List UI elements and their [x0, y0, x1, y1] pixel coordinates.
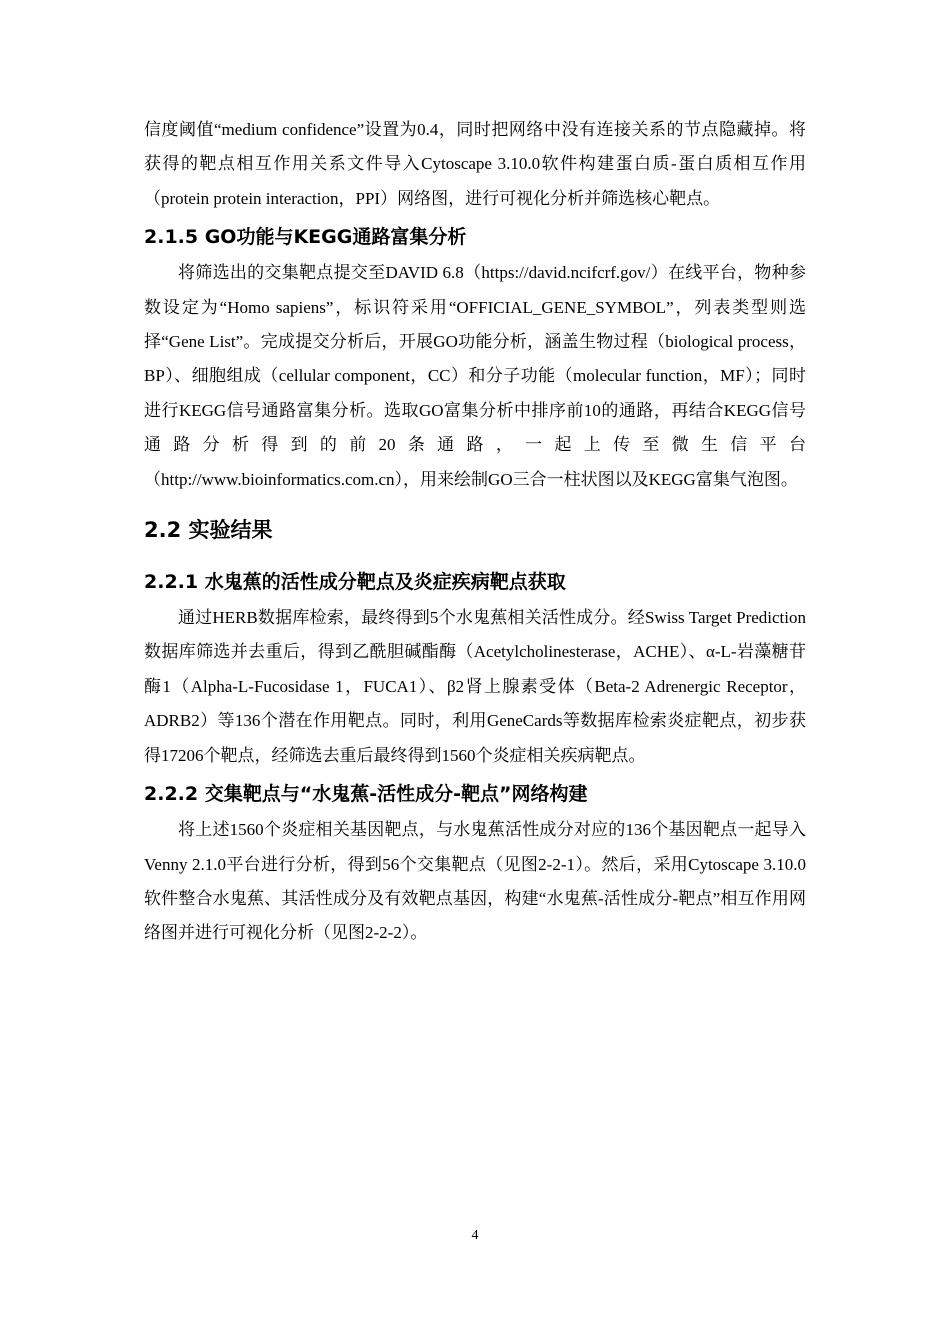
- heading-2-2-2: 2.2.2 交集靶点与“水鬼蕉-活性成分-靶点”网络构建: [144, 783, 588, 806]
- heading-2-2: 2.2 实验结果: [144, 518, 273, 543]
- heading-2-1-5: 2.1.5 GO功能与KEGG通路富集分析: [144, 226, 467, 249]
- paragraph-go-kegg: 将筛选出的交集靶点提交至DAVID 6.8（https://david.ncifcrf.gov/）在线平台，物种参数设定为“Homo sapiens”，标识符采用“OFFICIAL_GENE_SYMBOL”，列表类型则选择“Gene List”。完成提交分析后，开展GO功能分析，涵盖生物过程（biological process，BP）、细胞组成（cellular component，CC）和分子功能（molecular function，MF）；同时进行KEGG信号通路富集分析。选取GO富集分析中排序前10的通路，再结合KEGG信号通路分析得到的前20条通路，一起上传至微生信平台（http://www.bioinformatics.com.cn），用来绘制GO三合一柱状图以及KEGG富集气泡图。: [144, 263, 806, 489]
- heading-2-2-1: 2.2.1 水鬼蕉的活性成分靶点及炎症疾病靶点获取: [144, 571, 566, 594]
- paragraph-targets: 通过HERB数据库检索，最终得到5个水鬼蕉相关活性成分。经Swiss Target Prediction 数据库筛选并去重后，得到乙酰胆碱酯酶（Acetylcholinesterase，ACHE）、α-L-岩藻糖苷酶1（Alpha-L-Fucosidase 1，FUCA1）、β2肾上腺素受体（Beta-2 Adrenergic Receptor，ADRB2）等136个潜在作用靶点。同时，利用GeneCards等数据库检索炎症靶点，初步获得17206个靶点，经筛选去重后最终得到1560个炎症相关疾病靶点。: [144, 608, 806, 765]
- page-content: [144, 113, 806, 951]
- paragraph-network: 将上述1560个炎症相关基因靶点，与水鬼蕉活性成分对应的136个基因靶点一起导入Venny 2.1.0平台进行分析，得到56个交集靶点（见图2-2-1）。然后，采用Cytoscape 3.10.0软件整合水鬼蕉、其活性成分及有效靶点基因，构建“水鬼蕉-活性成分-靶点”相互作用网络图并进行可视化分析（见图2-2-2）。: [144, 820, 806, 943]
- page-number: 4: [471, 1228, 479, 1243]
- paragraph-ppi-network: 信度阈值“medium confidence”设置为0.4，同时把网络中没有连接关系的节点隐藏掉。将获得的靶点相互作用关系文件导入Cytoscape 3.10.0软件构建蛋白质-蛋白质相互作用（protein protein interaction，PPI）网络图，进行可视化分析并筛选核心靶点。: [144, 120, 806, 208]
